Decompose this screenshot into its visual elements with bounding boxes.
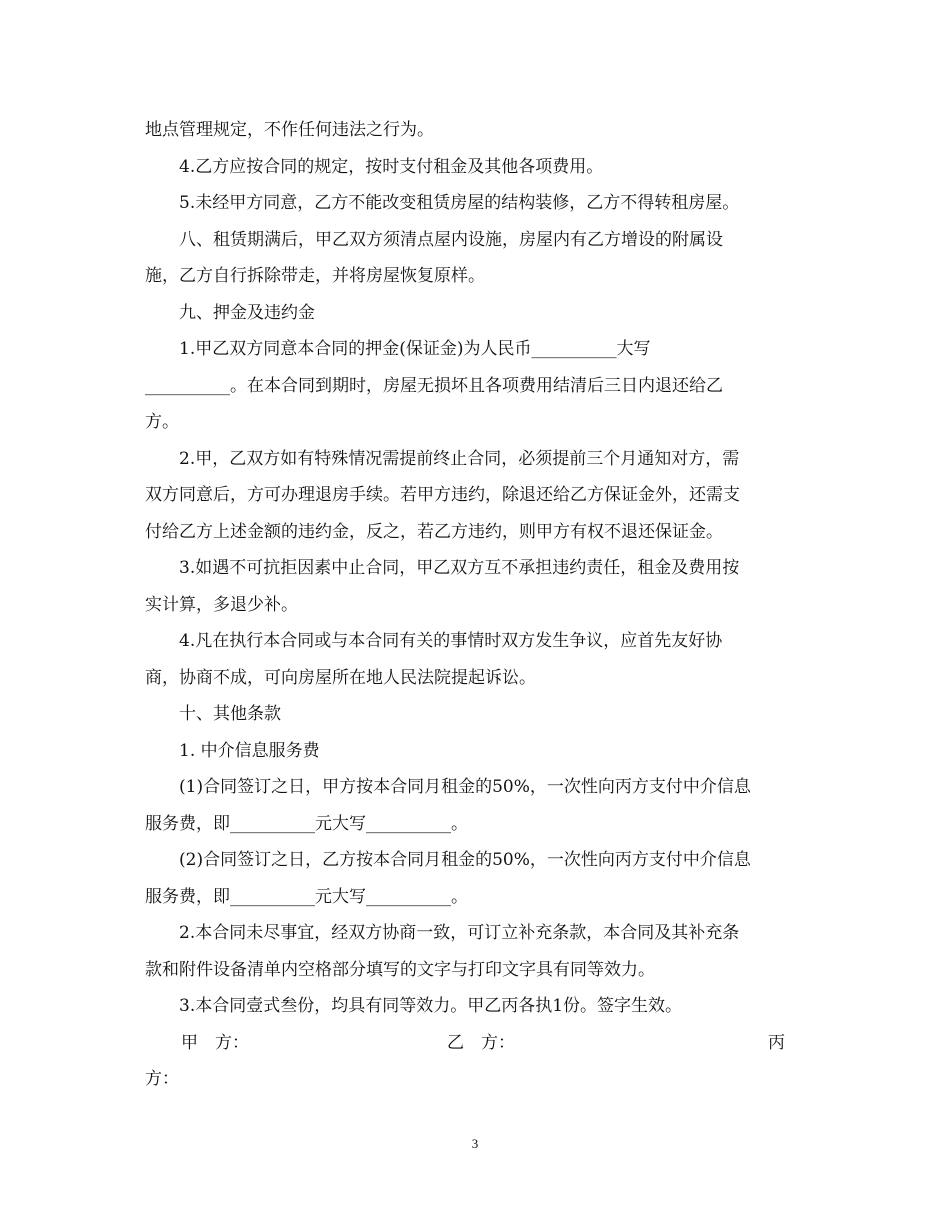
text-line: 4.乙方应按合同的规定，按时支付租金及其他各项费用。 — [179, 156, 604, 177]
text-line: 1.甲乙双方同意本合同的押金(保证金)为人民币__________大写 — [179, 339, 651, 359]
text-line: 款和附件设备清单内空格部分填写的文字与打印文字具有同等效力。 — [145, 959, 655, 980]
text-line: 商，协商不成，可向房屋所在地人民法院提起诉讼。 — [145, 667, 536, 688]
text-line: 5.未经甲方同意，乙方不能改变租赁房屋的结构装修，乙方不得转租房屋。 — [179, 193, 740, 213]
section-heading: 十、其他条款 — [179, 704, 281, 724]
text-line: 双方同意后，方可办理退房手续。若甲方违约，除退还给乙方保证金外，还需支 — [145, 485, 740, 505]
text-line: 服务费，即__________元大写__________。 — [145, 813, 468, 834]
signature-party-c-tail: 方： — [145, 1069, 179, 1089]
text-line: 1. 中介信息服务费 — [179, 740, 320, 761]
text-line: (1)合同签订之日，甲方按本合同月租金的50%，一次性向丙方支付中介信息 — [179, 777, 751, 797]
text-line: (2)合同签订之日，乙方按本合同月租金的50%，一次性向丙方支付中介信息 — [179, 850, 751, 870]
section-heading: 九、押金及违约金 — [179, 302, 315, 323]
text-line: 4.凡在执行本合同或与本合同有关的事情时双方发生争议，应首先友好协 — [179, 631, 723, 651]
text-line: 3.本合同壹式叁份，均具有同等效力。甲乙丙各执1份。签字生效。 — [179, 996, 683, 1016]
text-line: __________。在本合同到期时，房屋无损坏且各项费用结清后三日内退还给乙 — [145, 375, 723, 396]
text-line: 付给乙方上述金额的违约金，反之，若乙方违约，则甲方有权不退还保证金。 — [145, 521, 723, 542]
page-number: 3 — [471, 1136, 479, 1151]
signature-party-b: 乙 方： — [447, 1032, 515, 1053]
section-heading: 八、租赁期满后，甲乙双方须清点屋内设施，房屋内有乙方增设的附属设 — [179, 229, 723, 250]
signature-party-c: 丙 — [768, 1032, 785, 1053]
text-line: 方。 — [145, 412, 179, 432]
text-line: 2.甲，乙双方如有特殊情况需提前终止合同，必须提前三个月通知对方，需 — [179, 448, 740, 469]
text-line: 施，乙方自行拆除带走，并将房屋恢复原样。 — [145, 266, 485, 286]
signature-party-a: 甲 方： — [181, 1032, 249, 1053]
document-body — [145, 112, 805, 1098]
text-line: 3.如遇不可抗拒因素中止合同，甲乙双方互不承担违约责任，租金及费用按 — [179, 558, 740, 578]
text-line: 服务费，即__________元大写__________。 — [145, 886, 468, 907]
text-line: 地点管理规定，不作任何违法之行为。 — [145, 120, 434, 140]
text-line: 2.本合同未尽事宜，经双方协商一致，可订立补充条款，本合同及其补充条 — [179, 923, 740, 943]
text-line: 实计算，多退少补。 — [145, 594, 298, 615]
signature-row — [145, 1025, 805, 1062]
